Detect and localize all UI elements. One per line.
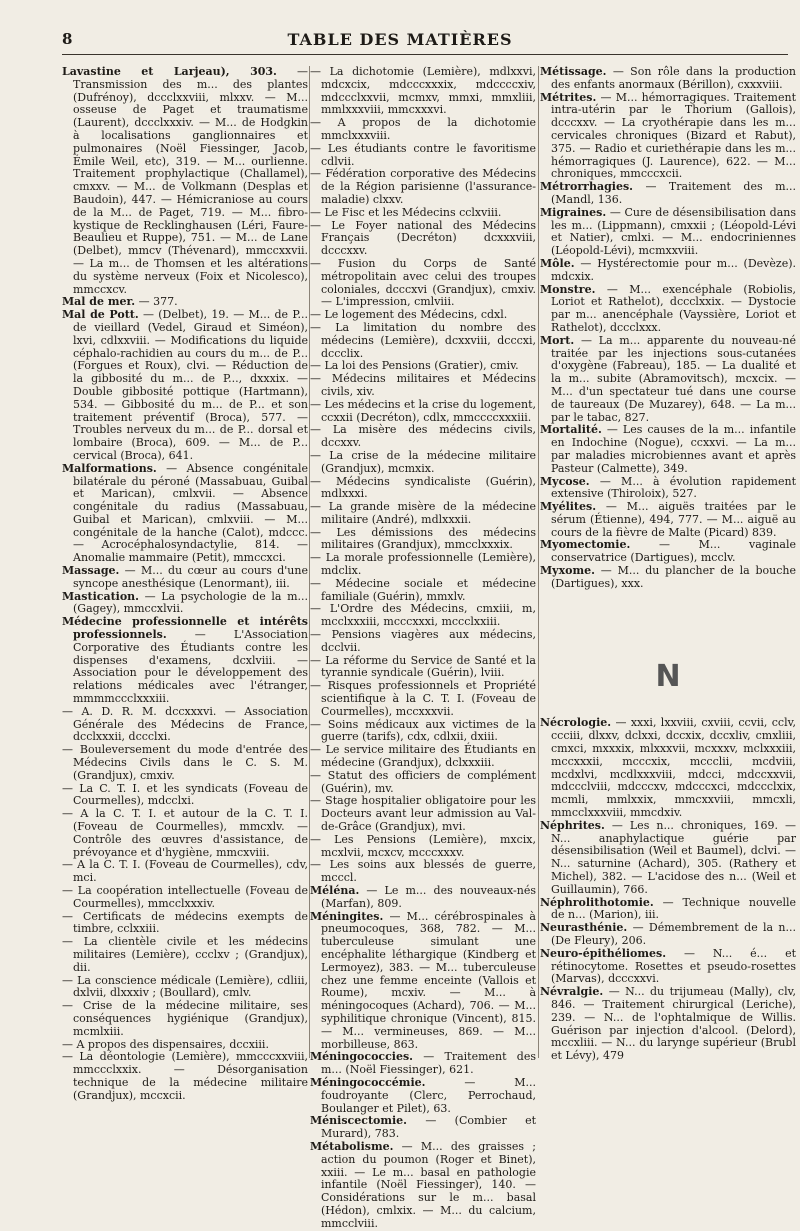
index-entry: — La coopération intellectuelle (Foveau de Courmelles), mmcclxxxiv. [62, 884, 308, 910]
index-entry: — Le Foyer national des Médecins Français (Decréton) dcxxxviii, dcccxxv. [310, 218, 536, 258]
index-headword: Myélites. [540, 500, 597, 514]
index-entry: — Certificats de médecins exempts de timbre, cclxxiii. [62, 909, 308, 936]
index-headword: Neuro-épithéliomes. [540, 946, 667, 960]
index-entry: Mal de Pott. — (Delbet), 19. — M... de P... de vieillard (Vedel, Giraud et Siméon), lxvi, cdlxxviii. — Modifications du liquide céphalo-rachidien au cours du m... de P... (Forgues et Roux), clvi. — Réduction de la gibbosité du m... de P..., dxxxix. — Double gibbosité pottique (Hartmann), 534. — Gibbosité du m... de P... et son traitement préventif (Broca), 577. — Troubles nerveux du m... de P... dorsal et lombaire (Broca), 609. — M... de P... cervical (Broca), 641. [62, 308, 308, 462]
index-entry: — A la C. T. I. et autour de la C. T. I. (Foveau de Courmelles), mmcxlv. — Contrôle des œuvres d'assistance, de prévoyance et d'hygiène, mmcxviii. [62, 807, 308, 859]
index-entry: — Les Pensions (Lemière), mxcix, mcxlvii, mcxcv, mcccxxxv. [310, 832, 536, 859]
index-entry: Mycose. — M... à évolution rapidement extensive (Thiroloix), 527. [540, 474, 796, 501]
index-entry: — La dichotomie (Lemière), mdlxxvi, mdcxcix, mdcccxxxix, mdccccxiv, mdccclxxvii, mcmxv, mmxi, mmxliii, mmlxxxviii, mmcxxxvi. [310, 65, 536, 117]
page-number: 8 [62, 30, 73, 48]
index-column-1 [62, 65, 309, 1102]
index-entry: — Médecins militaires et Médecins civils, xiv. [310, 372, 536, 398]
index-entry: — La grande misère de la médecine militaire (André), mdlxxxii. [310, 500, 536, 526]
index-entry: Neuro-épithéliomes. — N... é... et rétinocytome. Rosettes et pseudo-rosettes (Marvas), dcccxxvi. [540, 946, 796, 986]
index-entry: Méningococcémie. — M... foudroyante (Clerc, Perrochaud, Boulanger et Pilet), 63. [310, 1075, 536, 1115]
index-entry: — Risques professionnels et Propriété scientifique à la C. T. I. (Foveau de Courmelles), mccxxxvii. [310, 679, 536, 718]
index-entry: — A propos des dispensaires, dccxiii. [62, 1037, 269, 1051]
index-headword: Malformations. [62, 461, 157, 475]
index-entry: — Le logement des Médecins, cdxl. [310, 308, 508, 322]
index-headword: Massage. [62, 564, 120, 578]
index-entry: Massage. — M... du cœur au cours d'une syncope anesthésique (Lenormant), iii. [62, 564, 308, 590]
index-entry: Monstre. — M... exencéphale (Robiolis, Loriot et Rathelot), dccclxxix. — Dystocie par m... anencéphale (Vayssière, Loriot et Rathelot), dccclxxx. [540, 282, 796, 334]
index-entry: — La misère des médecins civils, dccxxv. [310, 423, 536, 450]
index-entry: — Pensions viagères aux médecins, dcclvii. [310, 628, 536, 654]
index-entry: — Bouleversement du mode d'entrée des Médecins Civils dans le C. S. M. (Grandjux), cmxiv. [62, 743, 308, 782]
index-headword: Monstre. [540, 282, 596, 296]
index-entry: — La morale professionnelle (Lemière), mdclix. [310, 551, 536, 578]
index-entry: Métrites. — M... hémorragiques. Traitement intra-utérin par le Thorium (Gallois), dcccxxv. — La cryothérapie dans les m... cervicales chroniques (Bizard et Rabut), 375. — Radio et curiethérapie dans les m... hémorragiques (J. Laurence), 622. — M... chroniques, mmcccxcii. [540, 90, 796, 181]
index-headword: Migraines. [540, 205, 607, 219]
index-entry: Myomectomie. — M... vaginale conservatrice (Dartigues), mcclv. [540, 538, 796, 565]
index-headword: Mal de Pott. [62, 308, 139, 322]
index-entry: — Soins médicaux aux victimes de la guerre (tarifs), cdx, cdlxii, dxiii. [310, 717, 536, 744]
index-entry: Névralgie. — N... du trijumeau (Mally), clv, 846. — Traitement chirurgical (Leriche), 239. — N... de l'ophtalmique de Willis. Guérison par injection d'alcool. (Delord), mccxliii. — N... du larynge supérieur (Brubl et Lévy), 479 [540, 985, 796, 1063]
index-entry: — Fédération corporative des Médecins de la Région parisienne (l'assurance-maladie) clxxv. [310, 167, 536, 206]
index-entry: — La loi des Pensions (Gratier), cmiv. [310, 359, 519, 373]
index-entry: — Statut des officiers de complément (Guérin), mv. [310, 768, 536, 795]
index-entry: Néphrites. — Les n... chroniques, 169. — N... anaphylactique guérie par désensibilisation (Weil et Baumel), dclvi. — N... saturnine (Achard), 305. (Rathery et Michel), 382. — L'acidose des n... (Weil et Guillaumin), 766. [540, 818, 796, 896]
index-entry: Lavastine et Larjeau), 303. — Transmission des m... des plantes (Dufrénoy), dccclxxviii, mlxxv. — M... osseuse de Paget et traumatisme (Laurent), dccclxxxiv. — M... de Hodgkin à localisations ganglionnaires et pulmonaires (Noël Fiessinger, Jacob, Émile Weil, etc), 319. — M... ourlienne. Traitement prophylactique (Challamel), cmxxv. — M... de Volkmann (Desplas et Baudoin), 447. — Hémicraniose au cours de la M... de Paget, 719. — M... fibro-kystique de Recklinghausen (Léri, Faure-Beaulieu et Ruppe), 751. — M... de Lane (Delbet), mmcv (Thévenard), mmccxxvii. — La m... de Thomsen et les altérations du système nerveux (Foix et Nicolesco), mmccxcv. [62, 65, 309, 296]
index-headword: Mort. [540, 333, 575, 347]
index-column-3 [540, 66, 796, 1062]
index-headword: Mortalité. [540, 423, 602, 437]
index-entry: Neurasthénie. — Démembrement de la n... (De Fleury), 206. [540, 921, 796, 948]
index-entry: Méningococcies. — Traitement des m... (Noël Fiessinger), 621. [310, 1050, 536, 1077]
index-headword: Néphrites. [540, 818, 605, 832]
index-headword: Métabolisme. [310, 1139, 394, 1153]
index-headword: Médecine professionnelle et intérêts professionnels. [62, 615, 308, 642]
index-headword: Mastication. [62, 589, 140, 603]
index-headword: Myomectomie. [540, 538, 631, 552]
index-headword: Mal de mer. [62, 295, 136, 309]
section-letter: N [655, 658, 681, 694]
index-entry: — La crise de la médecine militaire (Grandjux), mcmxix. [310, 448, 536, 475]
index-entry: — A. D. R. M. dccxxxvi. — Association Générale des Médecins de France, dcclxxxii, dccclxi. [62, 704, 308, 744]
index-headword: Méningococcies. [310, 1050, 414, 1064]
index-headword: Métrites. [540, 90, 597, 104]
index-headword: Névralgie. [540, 985, 604, 999]
index-headword: Néphrolithotomie. [540, 895, 654, 909]
index-entry: — A la C. T. I. (Foveau de Courmelles), cdv, mci. [62, 858, 308, 885]
index-headword: Métissage. [540, 65, 607, 78]
index-headword: Môle. [540, 256, 575, 270]
index-entry: Myxome. — M... du plancher de la bouche (Dartigues), xxx. [540, 564, 796, 590]
running-title: TABLE DES MATIÈRES [287, 30, 513, 49]
index-entry: — A propos de la dichotomie mmclxxxviii. [310, 116, 536, 142]
index-entry: — Les soins aux blessés de guerre, mcccl. [310, 858, 536, 885]
index-headword: Neurasthénie. [540, 921, 628, 935]
index-entry: — La déontologie (Lemière), mmcccxxviii, mmccclxxix. — Désorganisation technique de la médecine militaire (Grandjux), mccxcii. [62, 1050, 308, 1102]
index-entry: Mastication. — La psychologie de la m... (Gagey), mmccxlvii. [62, 589, 308, 616]
index-entry: Métrorrhagies. — Traitement des m... (Mandl, 136. [540, 180, 796, 206]
index-entry: — Stage hospitalier obligatoire pour les Docteurs avant leur admission au Val-de-Grâce (Grandjux), mvi. [310, 794, 536, 834]
index-entry: — Crise de la médecine militaire, ses conséquences hygiénique (Grandjux), mcmlxiii. [62, 999, 308, 1038]
index-entry: Nécrologie. — xxxi, lxxviii, cxviii, ccvii, cclv, ccciii, dlxxv, dclxxi, dccxix, dccxliv, cmxliii, cmxci, mxxxix, mlxxxvii, mcxxxv, mclxxxiii, mccxxxii, mcccxix, mccclii, mcdviii, mcdxlvi, mcdlxxxviii, mdcci, mdccxxvii, mdccclviii, mdcccxv, mdcccxci, mdccclxix, mcmli, mmlxxix, mmcxxviii, mmcxli, mmcclxxxviii, mmcdxiv. [540, 716, 796, 820]
index-entry: Méléna. — Le m... des nouveaux-nés (Marfan), 809. [310, 884, 536, 910]
index-entry: Néphrolithotomie. — Technique nouvelle de n... (Marion), iii. [540, 895, 796, 922]
index-column-2 [310, 65, 536, 1230]
header-rule [62, 54, 788, 55]
index-entry: — Les démissions des médecins militaires (Grandjux), mmcclxxxix. [310, 525, 536, 552]
index-entry: — La C. T. I. et les syndicats (Foveau de Courmelles), mdcclxi. [62, 781, 308, 808]
index-entry: — L'Ordre des Médecins, cmxiii, m, mcclxxxiii, mcccxxxi, mccclxxiii. [310, 602, 536, 629]
index-headword: Lavastine et Larjeau), 303. [62, 65, 277, 78]
column-divider [538, 66, 539, 1058]
index-headword: Méningites. [310, 909, 384, 923]
index-entry: Malformations. — Absence congénitale bilatérale du péroné (Massabuau, Guibal et Marican), cmlxvii. — Absence congénitale du radius (Massabuau, Guibal et Marican), cmlxviii. — M... congénitale de la hanche (Calot), mdccc. — Acrocéphalosyndactylie, 814. — Anomalie mammaire (Petit), mmccxci. [62, 461, 308, 565]
index-entry: — La limitation du nombre des médecins (Lemière), dcxxviii, dcccxi, dccclix. [310, 320, 536, 360]
index-entry: — La réforme du Service de Santé et la tyrannie syndicale (Guérin), lviii. [310, 653, 536, 680]
index-headword: Méningococcémie. [310, 1075, 426, 1089]
index-entry: — Le Fisc et les Médecins cclxviii. [310, 205, 502, 219]
index-entry: — La conscience médicale (Lemière), cdliii, dxlvii, dlxxxiv ; (Boullard), cmlv. [62, 973, 308, 1000]
index-headword: Méléna. [310, 884, 360, 897]
index-headword: Myxome. [540, 564, 595, 578]
index-entry: Métissage. — Son rôle dans la production des enfants anormaux (Bérillon), cxxxviii. [540, 65, 796, 91]
index-entry: — Le service militaire des Étudiants en médecine (Grandjux), dclxxxiii. [310, 743, 536, 770]
index-entry: Métabolisme. — M... des graisses ; action du poumon (Roger et Binet), xxiii. — Le m... basal en pathologie infantile (Noël Fiessinger), 140. — Considérations sur le m... basal (Hédon), cmlxix. — M... du calcium, mmcclviii. [310, 1139, 536, 1230]
index-entry: Médecine professionnelle et intérêts professionnels. — L'Association Corporative des Étudiants contre les dispenses d'examens, dcxlviii. — Association pour le développement des relations médicales avec l'étranger, mmmmccclxxxiii. [62, 615, 308, 706]
index-headword: Métrorrhagies. [540, 180, 633, 194]
index-headword: Nécrologie. [540, 716, 612, 730]
index-entry: — Fusion du Corps de Santé métropolitain avec celui des troupes coloniales, dcccxvi (Grandjux), cmxiv. — L'impression, cmlviii. [310, 256, 536, 309]
index-entry: Mortalité. — Les causes de la m... infantile en Indochine (Nogue), ccxxvi. — La m... par maladies microbiennes avant et après Pasteur (Calmette), 349. [540, 423, 796, 475]
index-entry: — Les médecins et la crise du logement, ccxxii (Decréton), cdlx, mmccccxxxiii. [310, 397, 536, 424]
index-entry: — Les étudiants contre le favoritisme cdlvii. [310, 141, 536, 168]
index-entry: Mort. — La m... apparente du nouveau-né traitée par les injections sous-cutanées d'oxygène (Fabreau), 185. — La dualité et la m... subite (Abramovitsch), mcxcix. — M... d'un spectateur tué dans une course de taureaux (De Muzarey), 648. — La m... par le tabac, 827. [540, 333, 796, 424]
index-entry: Mal de mer. — 377. [62, 295, 178, 309]
index-entry: Migraines. — Cure de désensibilisation dans les m... (Lippmann), cmxxii ; (Léopold-Lévi et Natier), cmlxi. — M... endocriniennes (Léopold-Lévi), mcmxxviii. [540, 205, 796, 258]
index-entry: Méningites. — M... cérébrospinales à pneumocoques, 368, 782. — M... tuberculeuse simulant une encéphalite léthargique (Kindberg et Lermoyez), 383. — M... tuberculeuse chez une femme enceinte (Vallois et Roume), mcxiv. — M... à méningocoques (Achard), 706. — M... syphilitique chronique (Vincent), 815. — M... vermineuses, 869. — M... morbilleuse, 863. [310, 909, 536, 1051]
index-entry: Méniscectomie. — (Combier et Murard), 783. [310, 1114, 536, 1141]
index-entry: Myélites. — M... aiguës traitées par le sérum (Étienne), 494, 777. — M... aiguë au cours de la fièvre de Malte (Picard) 839. [540, 500, 796, 539]
index-headword: Méniscectomie. [310, 1114, 408, 1128]
index-entry: — Médecine sociale et médecine familiale (Guérin), mmxlv. [310, 576, 536, 603]
index-entry: Môle. — Hystérectomie pour m... (Devèze). mdcxix. [540, 256, 796, 283]
index-entry: — Médecins syndicaliste (Guérin), mdlxxxi. [310, 474, 536, 501]
index-entry: — La clientèle civile et les médecins militaires (Lemière), ccclxv ; (Grandjux), dii. [62, 935, 308, 974]
index-headword: Mycose. [540, 474, 590, 488]
